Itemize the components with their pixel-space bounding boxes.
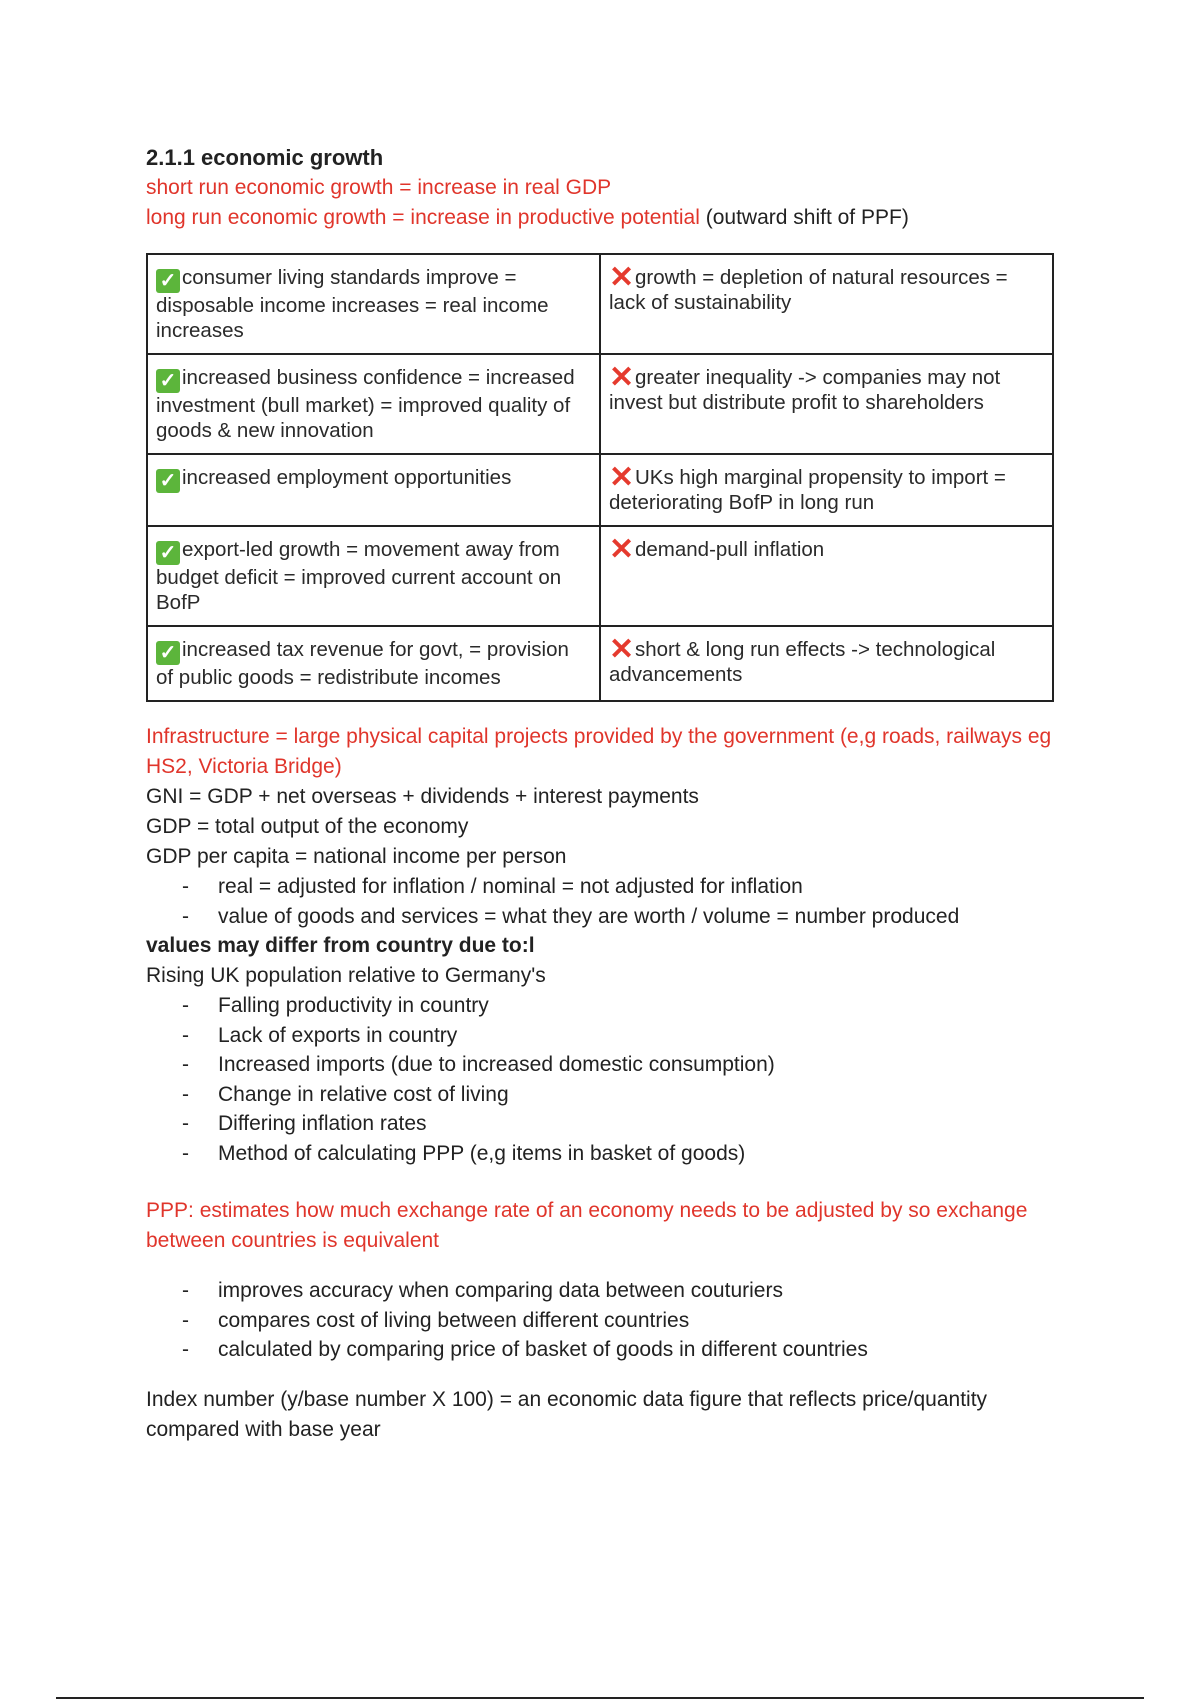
check-mark-icon: ✓: [156, 469, 180, 493]
differ-intro: Rising UK population relative to Germany's: [146, 964, 546, 987]
long-run-black-text: (outward shift of PPF): [699, 206, 909, 229]
pro-text: increased business confidence = increased investment (bull market) = improved quality of goods & new innovation: [156, 366, 575, 442]
cross-mark-icon: ✕: [609, 533, 635, 566]
list-item: - real = adjusted for inflation / nominal = not adjusted for inflation: [146, 872, 1066, 902]
pro-text: consumer living standards improve = disposable income increases = real income increases: [156, 266, 549, 342]
list-item: - calculated by comparing price of basket of goods in different countries: [146, 1335, 1066, 1365]
list-item: - value of goods and services = what they are worth / volume = number produced: [146, 902, 1066, 932]
page-bottom-rule: [56, 1697, 1144, 1699]
list-item: - improves accuracy when comparing data between couturiers: [146, 1276, 1066, 1306]
cross-mark-icon: ✕: [609, 633, 635, 666]
list-item: - Change in relative cost of living: [146, 1080, 1066, 1110]
index-number-definition: Index number (y/base number X 100) = an economic data figure that reflects price/quantity compared with base year: [146, 1387, 988, 1441]
cross-mark-icon: ✕: [609, 261, 635, 294]
table-row: [147, 626, 1053, 701]
table-row: [147, 354, 1053, 454]
check-mark-icon: ✓: [156, 641, 180, 665]
table-row: [147, 526, 1053, 626]
con-text: demand-pull inflation: [635, 538, 825, 561]
con-cell: [600, 354, 1053, 454]
differ-points-list: [146, 991, 1066, 1168]
check-mark-icon: ✓: [156, 541, 180, 565]
pro-text: export-led growth = movement away from budget deficit = improved current account on BofP: [156, 538, 562, 614]
differ-heading: values may differ from country due to:l: [146, 934, 535, 957]
pro-text: increased employment opportunities: [182, 466, 512, 489]
con-text: greater inequality -> companies may not invest but distribute profit to shareholders: [609, 366, 1001, 414]
pros-cons-table: [146, 253, 1054, 702]
list-item: - Increased imports (due to increased domestic consumption): [146, 1050, 1066, 1080]
gdp-points-list: [146, 872, 1066, 931]
check-mark-icon: ✓: [156, 369, 180, 393]
list-item: - compares cost of living between different countries: [146, 1306, 1066, 1336]
list-item: - Method of calculating PPP (e,g items in basket of goods): [146, 1139, 1066, 1169]
pro-cell: [147, 454, 600, 526]
document-page: [146, 143, 1066, 1445]
con-cell: [600, 626, 1053, 701]
long-run-definition: [146, 203, 1066, 233]
check-mark-icon: ✓: [156, 269, 180, 293]
short-run-definition: short run economic growth = increase in real GDP: [146, 176, 612, 199]
pro-cell: [147, 526, 600, 626]
pro-cell: [147, 254, 600, 354]
list-item: - Differing inflation rates: [146, 1109, 1066, 1139]
list-item: - Falling productivity in country: [146, 991, 1066, 1021]
gdp-definition: GDP = total output of the economy: [146, 815, 469, 838]
cross-mark-icon: ✕: [609, 461, 635, 494]
table-row: [147, 254, 1053, 354]
list-item: - Lack of exports in country: [146, 1021, 1066, 1051]
ppp-points-list: [146, 1276, 1066, 1365]
section-heading: 2.1.1 economic growth: [146, 145, 384, 170]
table-row: [147, 454, 1053, 526]
con-cell: [600, 526, 1053, 626]
long-run-red-text: long run economic growth = increase in productive potential: [146, 206, 700, 229]
gdp-per-capita-definition: GDP per capita = national income per person: [146, 845, 567, 868]
con-cell: [600, 454, 1053, 526]
con-text: UKs high marginal propensity to import = deteriorating BofP in long run: [609, 466, 1006, 514]
pro-text: increased tax revenue for govt, = provision of public goods = redistribute incomes: [156, 638, 569, 689]
con-text: short & long run effects -> technological advancements: [609, 638, 996, 686]
pro-cell: [147, 626, 600, 701]
con-text: growth = depletion of natural resources = lack of sustainability: [609, 266, 1008, 314]
con-cell: [600, 254, 1053, 354]
pro-cell: [147, 354, 600, 454]
cross-mark-icon: ✕: [609, 361, 635, 394]
gni-definition: GNI = GDP + net overseas + dividends + interest payments: [146, 785, 699, 808]
ppp-definition: PPP: estimates how much exchange rate of an economy needs to be adjusted by so exchange between countries is equivalent: [146, 1199, 1028, 1252]
infrastructure-definition: Infrastructure = large physical capital projects provided by the government (e,g roads, railways eg HS2, Victoria Bridge): [146, 725, 1052, 778]
